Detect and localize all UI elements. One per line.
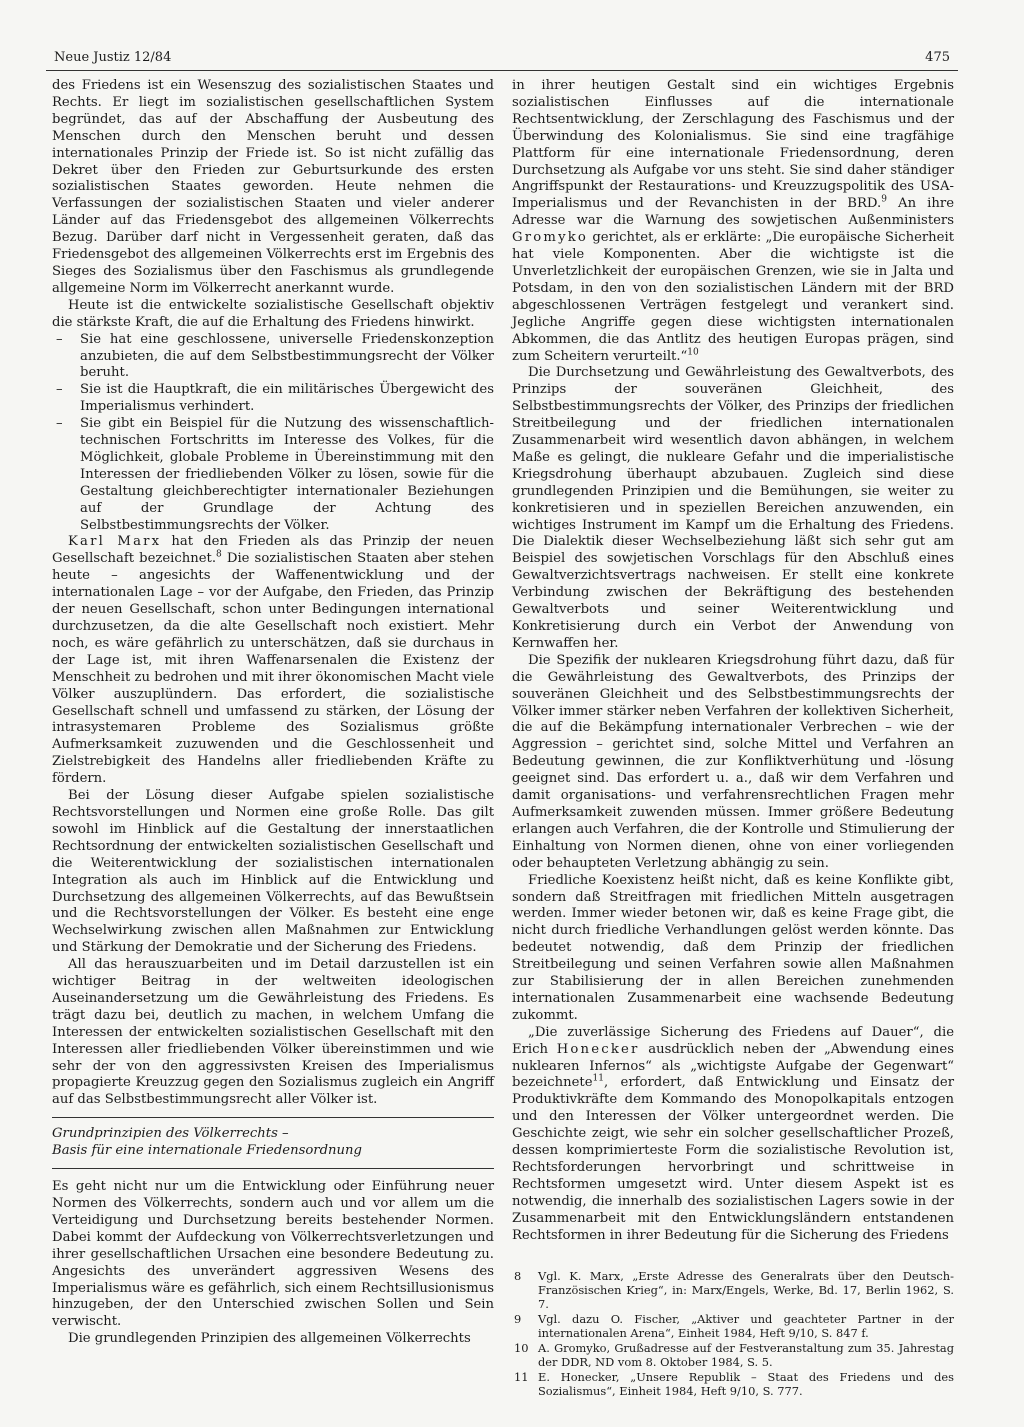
dash-list: [52, 332, 494, 535]
paragraph: Bei der Lösung dieser Aufgabe spielen sozialistische Rechtsvorstellungen und Normen eine große Rolle. Das gilt sowohl im Hinblick auf die Gestaltung der innerstaatlichen Rechtsordnung der entwickelten sozialistischen Gesellschaft und die Weiterentwicklung der sozialistischen internationalen Integration als auch im Hinblick auf die Entwicklung und Durchsetzung des allgemeinen Völkerrechts, auf das Bewußtsein und die Rechtsvorstellungen der Völker. Es besteht eine enge Wechselwirkung zwischen allen Maßnahmen zur Entwicklung und Stärkung der Demokratie und der Sicherung des Friedens.: [52, 788, 494, 956]
footnote-ref: 10: [687, 347, 699, 358]
paragraph: [512, 1025, 954, 1245]
text-run: hat den Frieden als das Prinzip der neuen Gesellschaft bezeichnet.: [52, 534, 494, 567]
page-number: 475: [925, 50, 950, 65]
person-name: Honecker: [556, 1041, 640, 1057]
footnote-number: 10: [514, 1340, 529, 1355]
paragraph: Die Spezifik der nuklearen Kriegsdrohung führt dazu, daß für die Gewährleistung des Gewaltverbots, des Prinzips der souveränen Gleichheit und des Selbstbestimmungsrechts der Völker immer stärker neben Verfahren der kollektiven Sicherheit, die auf die Bekämpfung internationaler Verbrechen – wie der Aggression – gerichtet sind, solche Mittel und Verfahren an Bedeutung gewinnen, die zur Konfliktverhütung und -lösung geeignet sind. Das erfordert u. a., daß wir dem Verfahren und damit organisations- und verfahrensrechtlichen Fragen mehr Aufmerksamkeit zuwenden müssen. Immer größere Bedeutung erlangen auch Verfahren, die der Kontrolle und Stimulierung der Einhaltung von Normen dienen, ohne von einer vorliegenden oder behaupteten Verletzung abhängig zu sein.: [512, 652, 954, 871]
text-run: ausdrücklich neben der „Abwendung eines nuklearen Infernos“ als „wichtigste Aufgabe der Gegenwart“ bezeichnete: [512, 1041, 954, 1091]
paragraph: All das herauszuarbeiten und im Detail darzustellen ist ein wichtiger Beitrag in der weltweiten ideologischen Auseinandersetzung um die Gewährleistung des Friedens. Es trägt dazu bei, deutlich zu machen, in welchem Umfang die Interessen der entwickelten sozialistischen Gesellschaft mit den Interessen aller friedliebenden Völker übereinstimmen und wie sehr der von den aggressivsten Kreisen des Imperialismus propagierte Kreuzzug gegen den Sozialismus zugleich ein Angriff auf das Selbstbestimmungsrecht aller Völker ist.: [52, 957, 494, 1108]
section-heading-line: Basis für eine internationale Friedensordnung: [52, 1143, 362, 1159]
text-run: Die sozialistischen Staaten aber stehen heute – angesichts der Waffenentwicklung und der internationalen Lage – vor der Aufgabe, den Frieden, das Prinzip der neuen Gesellschaft, schon unter Bedingungen international durchzusetzen, da die alte Gesellschaft noch existiert. Mehr noch, es wäre gefährlich zu unterschätzen, daß sie durchaus in der Lage ist, mit ihren Waffenarsenalen die Existenz der Menschheit zu bedrohen und mit ihrer ökonomischen Macht viele Völker auszuplündern. Das erfordert, die sozialistische Gesellschaft schnell und umfassend zu stärken, der Lösung der intrasystemaren Probleme des Sozialismus größte Aufmerksamkeit zuzuwenden und die Geschlossenheit und Zielstrebigkeit des Handelns aller friedliebenden Kräfte zu fördern.: [52, 551, 494, 787]
section-heading-line: Grundprinzipien des Völkerrechts –: [52, 1126, 289, 1142]
paragraph: [512, 78, 954, 365]
text-run: An ihre Adresse war die Warnung des sowjetischen Außenministers: [512, 196, 954, 229]
footnotes: [512, 1269, 954, 1398]
paragraph: Friedliche Koexistenz heißt nicht, daß es keine Konflikte gibt, sondern daß Streitfragen mit friedlichen Mitteln ausgetragen werden. Immer wieder betonen wir, daß es keine Frage gibt, die nicht durch friedliche Verhandlungen gelöst werden könnte. Das bedeutet notwendig, daß dem Prinzip der friedlichen Streitbeilegung und seinen Verfahren sowie allen Maßnahmen zur Stabilisierung der in allen Bereichen zunehmenden internationalen Zusammenarbeit eine wachsende Bedeutung zukommt.: [512, 872, 954, 1023]
footnote-ref: 8: [216, 549, 222, 560]
page-header: [46, 44, 958, 71]
paragraph: Es geht nicht nur um die Entwicklung oder Einführung neuer Normen des Völkerrechts, sondern auch und vor allem um die Verteidigung und Durchsetzung bereits bestehender Normen. Dabei kommt der Aufdeckung von Völkerrechtsverletzungen und ihrer gesellschaftlichen Ursachen eine besondere Bedeutung zu. Angesichts des unverändert aggressiven Wesens des Imperialismus wäre es gefährlich, sich einem Rechtsillusionismus hinzugeben, der den Unterschied zwischen Sollen und Sein verwischt.: [52, 1179, 494, 1330]
list-item: – Sie ist die Hauptkraft, die ein militärisches Übergewicht des Imperialismus verhindert.: [52, 382, 494, 416]
footnote: [512, 1269, 954, 1311]
person-name: Gromyko: [512, 230, 589, 246]
list-item: – Sie gibt ein Beispiel für die Nutzung des wissenschaftlich-technischen Fortschritts im Interesse des Volkes, für die Möglichkeit, globale Probleme in Übereinstimmung mit den Interessen der friedliebenden Völker zu lösen, sowie für die Gestaltung gleichberechtigter internationaler Beziehungen auf der Grundlage der Achtung des Selbstbestimmungsrechts der Völker.: [52, 416, 494, 534]
paragraph: Die grundlegenden Prinzipien des allgemeinen Völkerrechts: [68, 1331, 471, 1347]
right-column: [512, 78, 954, 1399]
journal-title: Neue Justiz 12/84: [54, 50, 172, 65]
footnote-text: Vgl. K. Marx, „Erste Adresse des Generalrats über den Deutsch-Französischen Krieg“, in: Marx/Engels, Werke, Bd. 17, Berlin 1962, S. 7.: [538, 1268, 954, 1311]
footnote-ref: 9: [881, 194, 887, 205]
paragraph: Die Durchsetzung und Gewährleistung des Gewaltverbots, des Prinzips der souveränen Gleichheit, des Selbstbestimmungsrechts der Völker, des Prinzips der friedlichen Streitbeilegung und der friedlichen internationalen Zusammenarbeit wird wesentlich davon abhängen, in welchem Maße es gelingt, die nukleare Gefahr und die imperialistische Kriegsdrohung überhaupt abzubauen. Zugleich sind diese grundlegenden Prinzipien und die Bemühungen, sie weiter zu konkretisieren und in speziellen Bereichen anzuwenden, ein wichtiges Instrument im Kampf um die Erhaltung des Friedens. Die Dialektik dieser Wechselbeziehung läßt sich sehr gut am Beispiel des sowjetischen Vorschlags für den Abschluß eines Gewaltverzichtsvertrags nachweisen. Er stellt eine konkrete Verbindung zwischen der Bekräftigung des bestehenden Gewaltverbots und seiner Weiterentwicklung und Konkretisierung durch ein Verbot der Anwendung von Kernwaffen her.: [512, 365, 954, 651]
footnote: [512, 1312, 954, 1340]
list-item: – Sie hat eine geschlossene, universelle Friedenskonzeption anzubieten, die auf dem Selbstbestimmungsrecht der Völker beruht.: [52, 332, 494, 383]
left-column: [52, 78, 494, 1348]
footnote: [512, 1370, 954, 1398]
text-run: , erfordert, daß Entwicklung und Einsatz der Produktivkräfte dem Kommando des Monopolkapitals entzogen und den Interessen der Völker untergeordnet werden. Die Geschichte zeigt, wie sehr ein solcher gesellschaftlicher Prozeß, dessen komprimierteste Form die sozialistische Revolution ist, Rechtsforderungen hervorbringt und schrittweise in Rechtsformen umgesetzt wird. Unter diesem Aspekt ist es notwendig, die innerhalb des sozialistischen Lagers sowie in der Zusammenarbeit mit den Entwicklungsländern entstandenen Rechtsformen in ihrer Bedeutung für die Sicherung des Friedens: [512, 1075, 954, 1243]
footnote-text: Vgl. dazu O. Fischer, „Aktiver und geachteter Partner in der internationalen Arena“, Einheit 1984, Heft 9/10, S. 847 f.: [538, 1311, 954, 1340]
footnote-number: 9: [514, 1311, 522, 1326]
footnote: [512, 1341, 954, 1369]
footnote-text: A. Gromyko, Grußadresse auf der Festveranstaltung zum 35. Jahrestag der DDR, ND vom 8. Oktober 1984, S. 5.: [538, 1340, 954, 1369]
author-name: Karl Marx: [68, 534, 162, 550]
text-run: gerichtet, als er erklärte: „Die europäische Sicherheit hat viele Komponenten. Aber die wichtigste ist die Unverletzlichkeit der europäischen Grenzen, wie sie in Jalta und Potsdam, in den von den sozialistischen Ländern mit der BRD abgeschlossenen Verträgen festgelegt und verankert sind. Jegliche Angriffe gegen diese wichtigsten internationalen Abkommen, die das Antlitz des heutigen Europas prägen, sind zum Scheitern verurteilt.“: [512, 230, 954, 364]
footnote-ref: 11: [592, 1074, 604, 1085]
footnote-text: E. Honecker, „Unsere Republik – Staat des Friedens und des Sozialismus“, Einheit 1984, Heft 9/10, S. 777.: [538, 1369, 954, 1398]
footnote-number: 8: [514, 1268, 522, 1283]
paragraph: [52, 534, 494, 788]
section-heading: [52, 1117, 494, 1169]
heading-divider: [52, 1168, 494, 1169]
text-run: in ihrer heutigen Gestalt sind ein wichtiges Ergebnis sozialistischen Einflusses auf die internationale Rechtsentwicklung, der Zerschlagung des Faschismus und der Überwindung des Kolonialismus. Sie sind eine tragfähige Plattform für eine internationale Friedensordnung, deren Durchsetzung als Aufgabe vor uns steht. Sie sind daher ständiger Angriffspunkt der Restaurations- und Kreuzzugspolitik des USA-Imperialismus und der Revanchisten in der BRD.: [512, 78, 954, 212]
text-run: „Die zuverlässige Sicherung des Friedens auf Dauer“, die Erich: [512, 1024, 954, 1057]
paragraph: des Friedens ist ein Wesenszug des sozialistischen Staates und Rechts. Er liegt im sozialistischen gesellschaftlichen System begründet, das auf der Abschaffung der Ausbeutung des Menschen durch den Menschen beruht und dessen internationales Prinzip der Friede ist. So ist nicht zufällig das Dekret über den Frieden zur Geburtsurkunde des ersten sozialistischen Staates geworden. Heute nehmen die Verfassungen der sozialistischen Staaten und vieler anderer Länder auf das Friedensgebot des allgemeinen Völkerrechts Bezug. Darüber darf nicht in Vergessenheit geraten, daß das Friedensgebot des allgemeinen Völkerrechts erst im Ergebnis des Sieges des Sozialismus über den Faschismus als grundlegende allgemeine Norm im Völkerrecht anerkannt wurde.: [52, 78, 494, 296]
footnote-number: 11: [514, 1369, 529, 1384]
paragraph: Heute ist die entwickelte sozialistische Gesellschaft objektiv die stärkste Kraft, die auf die Erhaltung des Friedens hinwirkt.: [52, 297, 494, 330]
